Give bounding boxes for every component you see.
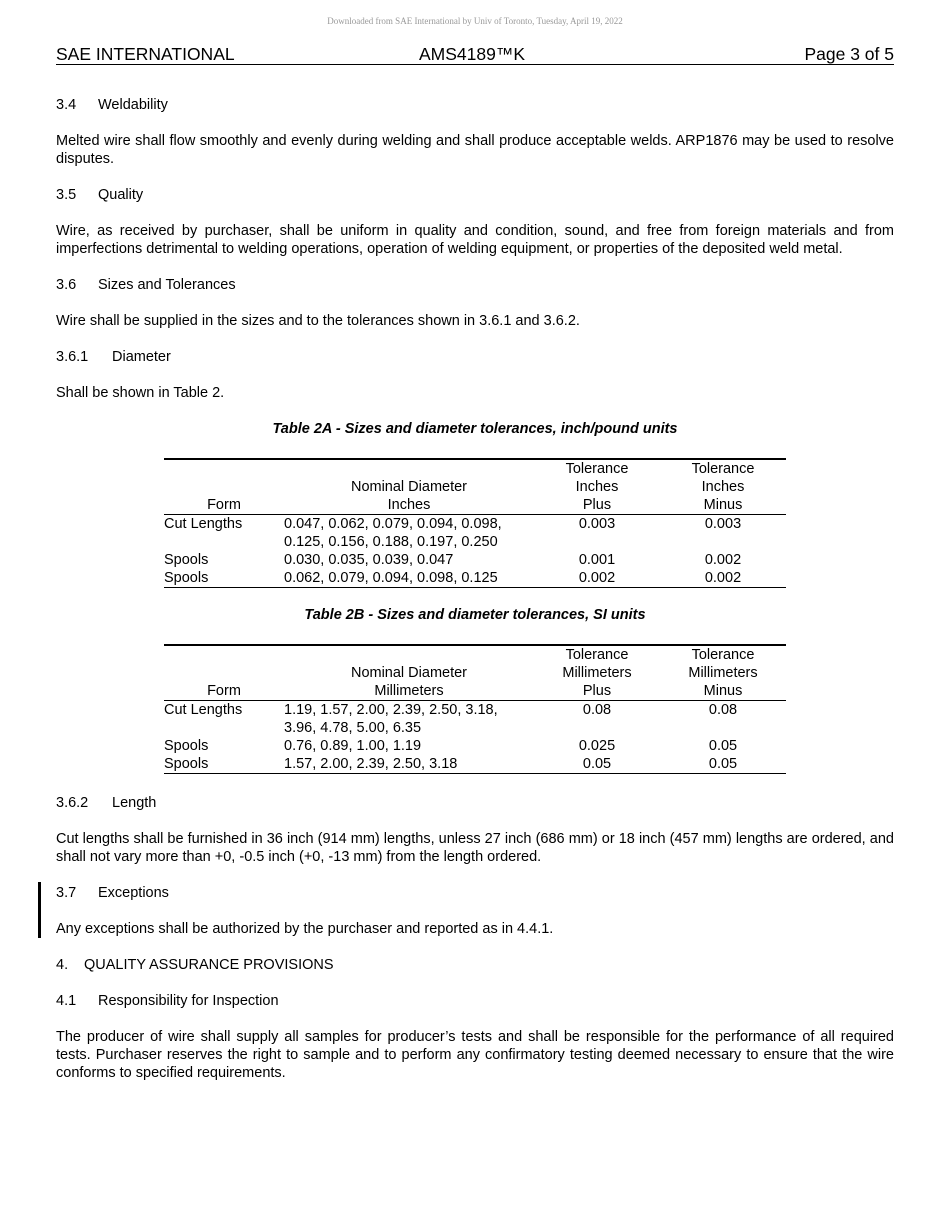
table-row bbox=[164, 737, 786, 755]
section-3-6-heading bbox=[56, 276, 894, 294]
section-number: 3.6.1 bbox=[56, 349, 89, 365]
cell-tolerance-plus: 0.08 bbox=[582, 702, 612, 718]
cell-tolerance-minus: 0.05 bbox=[708, 738, 738, 754]
cell-diameter: 0.030, 0.035, 0.039, 0.047 bbox=[284, 552, 454, 568]
download-watermark: Downloaded from SAE International by Univ of Toronto, Tuesday, April 19, 2022 bbox=[327, 16, 623, 26]
cell-tolerance-plus: 0.05 bbox=[534, 755, 660, 774]
header-form: Form bbox=[164, 460, 284, 515]
table-2a bbox=[164, 458, 786, 588]
table-row bbox=[164, 551, 786, 569]
section-number: 3.5 bbox=[56, 187, 77, 203]
revision-change-bar bbox=[38, 882, 41, 938]
page-header bbox=[56, 44, 894, 65]
cell-form: Cut Lengths bbox=[164, 516, 243, 532]
cell-tolerance-minus: 0.002 bbox=[704, 552, 742, 568]
table-2b bbox=[164, 644, 786, 774]
cell-tolerance-plus: 0.001 bbox=[578, 552, 616, 568]
cell-diameter: 0.047, 0.062, 0.079, 0.094, 0.098, 0.125, 0.156, 0.188, 0.197, 0.250 bbox=[284, 516, 502, 550]
table-2a-caption: Table 2A - Sizes and diameter tolerances, inch/pound units bbox=[272, 421, 678, 437]
table-row bbox=[164, 701, 786, 738]
header-tolerance-plus: Tolerance Inches Plus bbox=[534, 460, 660, 515]
cell-tolerance-minus: 0.08 bbox=[708, 702, 738, 718]
section-title: Weldability bbox=[98, 97, 168, 113]
section-3-6-1-text: Shall be shown in Table 2. bbox=[56, 385, 225, 401]
header-org: SAE INTERNATIONAL bbox=[56, 44, 235, 64]
page-body bbox=[56, 96, 894, 1082]
header-page-number: Page 3 of 5 bbox=[804, 44, 894, 64]
section-3-6-2-heading bbox=[56, 794, 894, 812]
section-3-4-text: Melted wire shall flow smoothly and evenly during welding and shall produce acceptable welds. ARP1876 may be used to resolve disputes. bbox=[56, 133, 894, 167]
cell-form: Spools bbox=[164, 755, 284, 774]
header-nominal-diameter: Nominal Diameter Inches bbox=[284, 460, 534, 515]
header-tolerance-minus: Tolerance Millimeters Minus bbox=[660, 646, 786, 701]
cell-diameter: 0.062, 0.079, 0.094, 0.098, 0.125 bbox=[284, 569, 534, 588]
cell-diameter: 0.76, 0.89, 1.00, 1.19 bbox=[284, 738, 422, 754]
section-3-6-1-heading bbox=[56, 348, 894, 366]
section-title: Sizes and Tolerances bbox=[98, 277, 236, 293]
section-number: 3.6 bbox=[56, 277, 77, 293]
cell-form: Cut Lengths bbox=[164, 702, 243, 718]
cell-tolerance-minus: 0.05 bbox=[660, 755, 786, 774]
table-row bbox=[164, 755, 786, 774]
section-title: QUALITY ASSURANCE PROVISIONS bbox=[84, 957, 334, 973]
section-title: Responsibility for Inspection bbox=[98, 993, 279, 1009]
cell-tolerance-plus: 0.003 bbox=[578, 516, 616, 532]
cell-tolerance-plus: 0.025 bbox=[578, 738, 616, 754]
section-3-4-heading bbox=[56, 96, 894, 114]
section-title: Diameter bbox=[112, 349, 171, 365]
section-3-5-heading bbox=[56, 186, 894, 204]
header-doc-number: AMS4189™K bbox=[419, 44, 526, 64]
cell-tolerance-plus: 0.002 bbox=[534, 569, 660, 588]
header-tolerance-minus: Tolerance Inches Minus bbox=[660, 460, 786, 515]
section-number: 4. bbox=[56, 957, 69, 973]
section-4-1-heading bbox=[56, 992, 894, 1010]
section-4-1-text: The producer of wire shall supply all samples for producer’s tests and shall be responsible for the performance of all required tests. Purchaser reserves the right to sample and to perform any confirmatory testing deemed necessary to ensure that the wire conforms to specified requirements. bbox=[56, 1029, 894, 1081]
header-tolerance-plus: Tolerance Millimeters Plus bbox=[534, 646, 660, 701]
section-3-6-2-text: Cut lengths shall be furnished in 36 inch (914 mm) lengths, unless 27 inch (686 mm) or 18 inch (457 mm) lengths are ordered, and shall not vary more than +0, -0.5 inch (+0, -13 mm) from the length ordered. bbox=[56, 831, 894, 865]
section-4-heading bbox=[56, 956, 894, 974]
section-title: Length bbox=[112, 795, 157, 811]
cell-diameter: 1.19, 1.57, 2.00, 2.39, 2.50, 3.18, 3.96, 4.78, 5.00, 6.35 bbox=[284, 702, 498, 736]
cell-form: Spools bbox=[164, 738, 209, 754]
section-title: Quality bbox=[98, 187, 144, 203]
section-number: 3.4 bbox=[56, 97, 77, 113]
section-3-6-text: Wire shall be supplied in the sizes and to the tolerances shown in 3.6.1 and 3.6.2. bbox=[56, 313, 580, 329]
section-title: Exceptions bbox=[98, 885, 169, 901]
table-row bbox=[164, 515, 786, 552]
section-3-5-text: Wire, as received by purchaser, shall be uniform in quality and condition, sound, and free from foreign materials and from imperfections detrimental to welding operations, operation of welding equipment, or properties of the deposited weld metal. bbox=[56, 223, 894, 257]
cell-form: Spools bbox=[164, 552, 209, 568]
section-number: 3.7 bbox=[56, 885, 77, 901]
header-form: Form bbox=[164, 646, 284, 701]
cell-form: Spools bbox=[164, 569, 284, 588]
section-3-7-text: Any exceptions shall be authorized by the purchaser and reported as in 4.4.1. bbox=[56, 921, 554, 937]
section-3-7-heading bbox=[56, 884, 894, 902]
cell-tolerance-minus: 0.002 bbox=[660, 569, 786, 588]
table-2b-caption: Table 2B - Sizes and diameter tolerances, SI units bbox=[304, 607, 646, 623]
header-nominal-diameter: Nominal Diameter Millimeters bbox=[284, 646, 534, 701]
cell-diameter: 1.57, 2.00, 2.39, 2.50, 3.18 bbox=[284, 755, 534, 774]
cell-tolerance-minus: 0.003 bbox=[704, 516, 742, 532]
section-number: 3.6.2 bbox=[56, 795, 89, 811]
section-number: 4.1 bbox=[56, 993, 77, 1009]
table-row bbox=[164, 569, 786, 588]
